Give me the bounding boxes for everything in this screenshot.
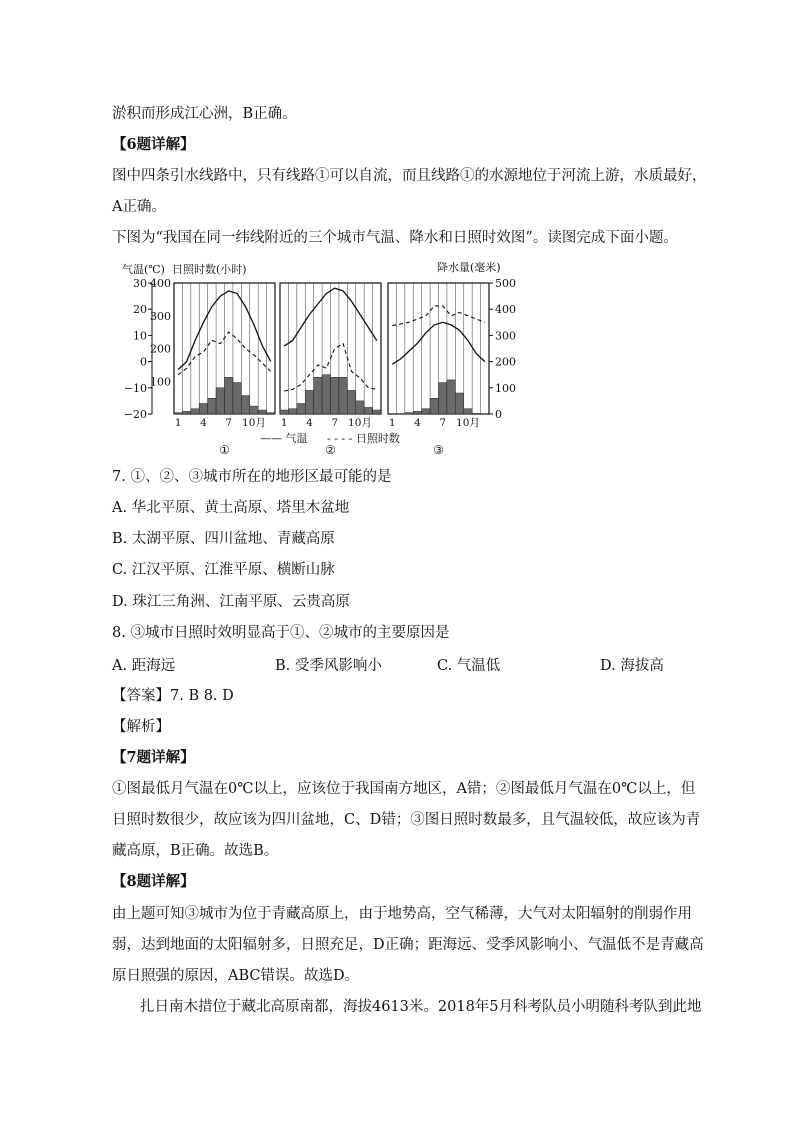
q7-explanation-3: 藏高原，B正确。故选B。 xyxy=(112,843,279,859)
precipitation-bar xyxy=(288,409,296,414)
precipitation-bar xyxy=(208,398,216,414)
month-tick-label: 1 xyxy=(388,417,396,429)
legend-sun: - - - - 日照时数 xyxy=(327,432,400,445)
intro-line: 下图为“我国在同一纬线附近的三个城市气温、降水和日照时效图”。读图完成下面小题。 xyxy=(112,230,678,246)
precipitation-bar xyxy=(347,390,355,414)
climate-panel xyxy=(174,283,275,457)
q8-detail-heading: 【8题详解】 xyxy=(112,873,195,890)
text-line-4: A正确。 xyxy=(112,199,166,215)
month-tick-label: 10月 xyxy=(348,417,372,429)
panel-label: ② xyxy=(325,443,336,457)
analysis-heading: 【解析】 xyxy=(112,719,170,735)
precipitation-bar xyxy=(174,413,182,414)
temp-tick-label: −10 xyxy=(123,381,147,395)
precipitation-bar xyxy=(280,410,288,414)
month-tick-label: 1 xyxy=(174,417,182,429)
q7-option-a: A. 华北平原、黄土高原、塔里木盆地 xyxy=(112,500,350,516)
temp-tick-label: 10 xyxy=(133,329,147,343)
q8-option-a: A. 距海远 xyxy=(112,658,176,674)
temp-tick-label: 0 xyxy=(140,355,147,369)
precipitation-bar xyxy=(216,388,224,414)
precipitation-bar xyxy=(233,383,241,414)
precipitation-bar xyxy=(241,396,249,414)
q8-option-b: B. 受季风影响小 xyxy=(275,658,382,674)
precipitation-bar xyxy=(322,375,330,414)
precipitation-bar xyxy=(430,398,438,414)
month-tick-label: 10月 xyxy=(242,417,266,429)
sun-tick-label: 300 xyxy=(150,309,171,323)
month-tick-label: 4 xyxy=(200,417,207,429)
answer-line: 【答案】7. B 8. D xyxy=(112,688,234,704)
last-paragraph-line: 扎日南木措位于藏北高原南都，海拔4613米。2018年5月科考队员小明随科考队到此地 xyxy=(140,999,702,1015)
rain-tick-label: 500 xyxy=(495,277,516,290)
precipitation-bar xyxy=(305,390,313,414)
rain-tick-label: 0 xyxy=(495,408,502,421)
q7-detail-heading: 【7题详解】 xyxy=(112,749,195,766)
q8-option-d: D. 海拔高 xyxy=(600,658,664,674)
left-axis-title: 气温(℃) xyxy=(122,263,165,276)
month-tick-label: 7 xyxy=(331,417,339,429)
q8-option-c: C. 气温低 xyxy=(437,658,501,674)
temp-tick-label: −20 xyxy=(123,408,147,421)
q7-explanation-2: 日照时数很少，故应该为四川盆地，C、D错；③图日照时数最多，且气温较低，故应该为青 xyxy=(112,812,701,828)
q7-option-c: C. 江汉平原、江淮平原、横断山脉 xyxy=(112,562,335,578)
precipitation-bar xyxy=(258,410,266,414)
precipitation-bar xyxy=(356,401,364,414)
precipitation-bar xyxy=(364,407,372,414)
precipitation-bar xyxy=(422,409,430,414)
precipitation-bar xyxy=(339,377,347,414)
month-tick-label: 7 xyxy=(225,417,233,429)
precipitation-bar xyxy=(331,377,339,414)
month-tick-label: 10月 xyxy=(456,417,480,429)
precipitation-bar xyxy=(267,413,275,414)
q7-option-d: D. 珠江三角洲、江南平原、云贵高原 xyxy=(112,594,350,610)
text-line-1: 淤积而形成江心洲，B正确。 xyxy=(112,106,297,122)
q8-explanation-1: 由上题可知③城市为位于青藏高原上，由于地势高，空气稀薄，大气对太阳辐射的削弱作用 xyxy=(112,906,692,922)
sun-tick-label: 200 xyxy=(150,342,171,356)
text-line-3: 图中四条引水线路中，只有线路①可以自流，而且线路①的水源地位于河流上游，水质最好， xyxy=(112,168,707,184)
mid-axis-title: 日照时数(小时) xyxy=(172,263,247,276)
precipitation-bar xyxy=(472,413,480,414)
precipitation-bar xyxy=(314,377,322,414)
q7-stem: 7. ①、②、③城市所在的地形区最可能的是 xyxy=(112,469,392,485)
precipitation-bar xyxy=(373,410,381,414)
month-tick-label: 4 xyxy=(306,417,313,429)
month-tick-label: 4 xyxy=(414,417,421,429)
q8-stem: 8. ③城市日照时效明显高于①、②城市的主要原因是 xyxy=(112,625,450,641)
rain-tick-label: 400 xyxy=(495,303,516,317)
precipitation-bar xyxy=(447,380,455,414)
precipitation-bar xyxy=(191,409,199,414)
precipitation-bar xyxy=(439,383,447,414)
precipitation-bar xyxy=(297,404,305,414)
q8-explanation-3: 原日照强的原因，ABC错误。故选D。 xyxy=(112,968,360,984)
panel-label: ③ xyxy=(433,443,444,457)
panel-label: ① xyxy=(219,443,230,457)
legend-temp: —— 气温 xyxy=(260,432,308,445)
rain-tick-label: 300 xyxy=(495,329,516,343)
q6-detail-heading: 【6题详解】 xyxy=(112,136,195,153)
right-axis-title: 降水量(毫米) xyxy=(437,261,501,274)
precipitation-bar xyxy=(250,406,258,414)
climate-panel xyxy=(280,283,381,457)
temp-tick-label: 30 xyxy=(133,277,147,290)
climate-panel xyxy=(388,283,489,457)
temp-tick-label: 20 xyxy=(133,303,147,317)
rain-tick-label: 100 xyxy=(495,381,516,395)
precipitation-bar xyxy=(199,404,207,414)
sun-tick-label: 100 xyxy=(150,375,171,389)
sun-tick-label: 400 xyxy=(150,277,171,290)
precipitation-bar xyxy=(413,411,421,414)
rain-tick-label: 200 xyxy=(495,355,516,369)
month-tick-label: 1 xyxy=(280,417,288,429)
q8-explanation-2: 弱，达到地面的太阳辐射多，日照充足，D正确；距海远、受季风影响小、气温低不是青藏高 xyxy=(112,937,704,953)
climate-chart-figure xyxy=(112,258,522,458)
precipitation-bar xyxy=(464,409,472,414)
month-tick-label: 7 xyxy=(439,417,447,429)
precipitation-bar xyxy=(225,377,233,414)
precipitation-bar xyxy=(455,393,463,414)
precipitation-bar xyxy=(182,411,190,414)
q7-explanation-1: ①图最低月气温在0℃以上，应该位于我国南方地区，A错；②图最低月气温在0℃以上，但 xyxy=(112,781,696,797)
precipitation-bar xyxy=(405,413,413,414)
q7-option-b: B. 太湖平原、四川盆地、青藏高原 xyxy=(112,531,335,547)
